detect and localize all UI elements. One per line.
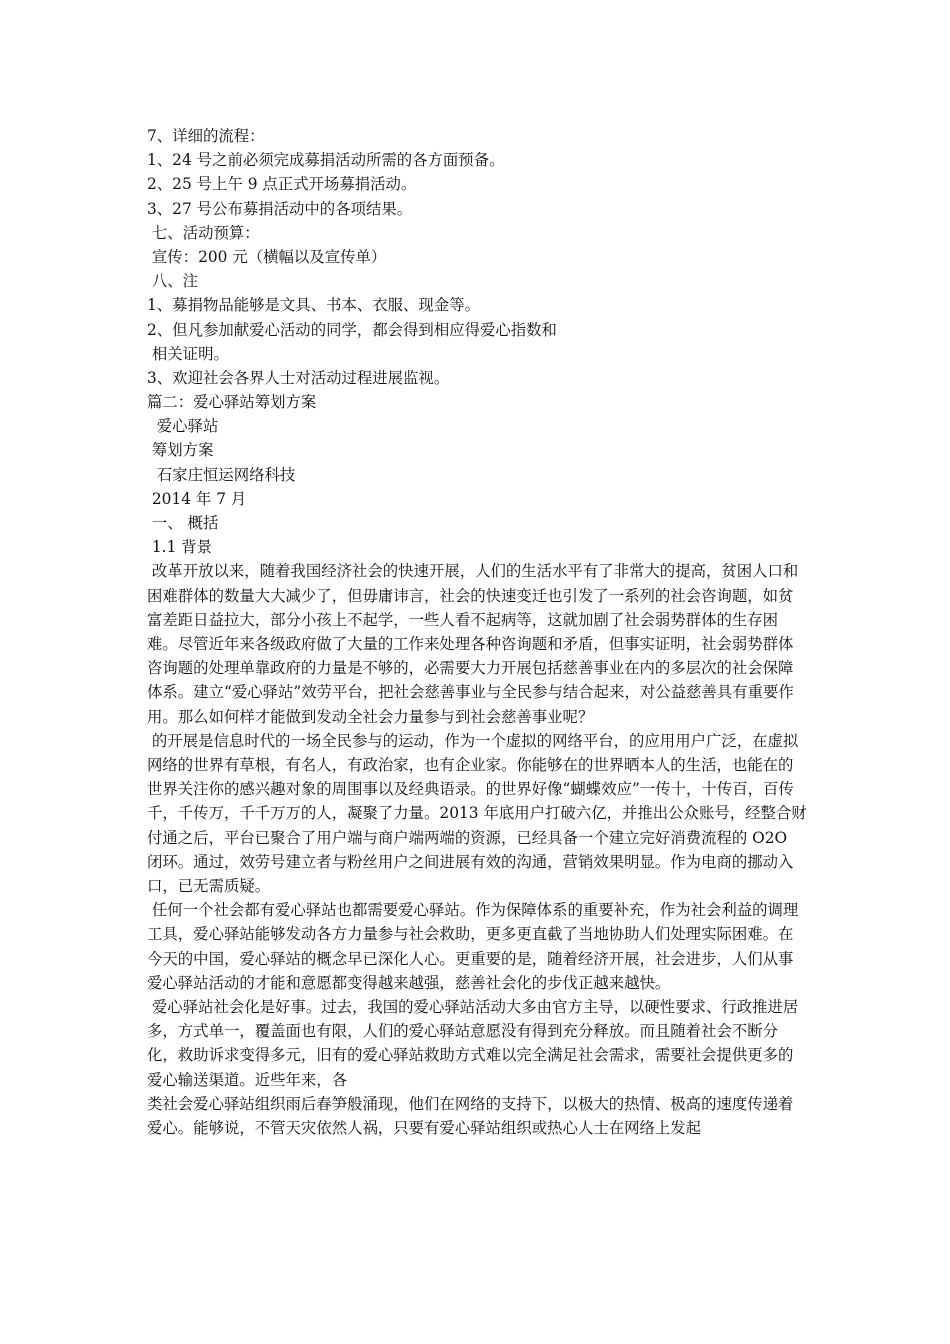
- title-line: 爱心驿站: [147, 417, 219, 436]
- text-line: 3、27 号公布募捐活动中的各项结果。: [147, 199, 413, 218]
- text-line: 1、募捐物品能够是文具、书本、衣服、现金等。: [147, 296, 480, 315]
- paragraph-background: 改革开放以来，随着我国经济社会的快速开展，人们的生活水平有了非常大的提高，贫困人口和困难群体的数量大大减少了，但毋庸讳言，社会的快速变迁也引发了一系列的社会咨询题，如贫富差距日益拉大，部分小孩上不起学，一些人看不起病等，这就加剧了社会弱势群体的生存困难。尽管近年来各级政府做了大量的工作来处理各种咨询题和矛盾，但事实证明，社会弱势群体咨询题的处理单靠政府的力量是不够的，必需要大力开展包括慈善事业在内的多层次的社会保障体系。建立“爱心驿站”效劳平台，把社会慈善事业与全民参与结合起来，对公益慈善具有重要作用。那么如何样才能做到发动全社会力量参与到社会慈善事业呢？: [147, 562, 799, 726]
- paragraph-socialization: 爱心驿站社会化是好事。过去，我国的爱心驿站活动大多由官方主导，以硬性要求、行政推进居多，方式单一，覆盖面也有限，人们的爱心驿站意愿没有得到充分释放。而且随着社会不断分化，救助诉求变得多元，旧有的爱心驿站救助方式难以完全满足社会需求，需要社会提供更多的爱心输送渠道。近些年来，各: [147, 998, 799, 1089]
- text-line: 宣传：200 元（横幅以及宣传单）: [147, 247, 387, 266]
- chapter-heading: 篇二：爱心驿站筹划方案: [147, 393, 317, 412]
- section-heading: 七、活动预算：: [147, 223, 260, 242]
- text-line: 1、24 号之前必须完成募捐活动所需的各方面预备。: [147, 151, 505, 170]
- paragraph-development: 的开展是信息时代的一场全民参与的运动，作为一个虚拟的网络平台，的应用用户广泛，在虚拟网络的世界有草根，有名人，有政治家，也有企业家。你能够在的世界晒本人的生活，也能在的世界关注你的感兴趣对象的周围事以及经典语录。的世界好像“蝴蝶效应”一传十，十传百，百传千，千传万，千千万万的人，凝聚了力量。2013 年底用户打破六亿，并推出公众账号，经整合财付通之后，平台已聚合了用户端与商户端两端的资源，已经具备一个建立完好消费流程的 O2O 闭环。通过，效劳号建立者与粉丝用户之间进展有效的沟通，营销效果明显。作为电商的挪动入口，已无需质疑。: [147, 731, 807, 896]
- text-line: 7、详细的流程：: [147, 127, 265, 145]
- text-line: 2、但凡参加献爱心活动的同学，都会得到相应得爱心指数和: [147, 320, 557, 339]
- organization-line: 石家庄恒运网络科技: [147, 465, 296, 484]
- section-heading: 八、注: [147, 272, 199, 291]
- subsection-heading: 1.1 背景: [147, 538, 213, 557]
- section-heading: 一、 概括: [147, 514, 219, 532]
- paragraph-society: 任何一个社会都有爱心驿站也都需要爱心驿站。作为保障体系的重要补充，作为社会利益的调理工具，爱心驿站能够发动各方力量参与社会救助，更多更直截了当地协助人们处理实际困难。在今天的中国，爱心驿站的概念早已深化人心。更重要的是，随着经济开展，社会进步，人们从事爱心驿站活动的才能和意愿都变得越来越强，慈善社会化的步伐正越来越快。: [147, 901, 799, 992]
- document-body: [147, 124, 807, 1140]
- text-line: 3、欢迎社会各界人士对活动过程进展监视。: [147, 368, 450, 387]
- date-line: 2014 年 7 月: [147, 489, 247, 508]
- paragraph-organizations: 类社会爱心驿站组织雨后春笋般涌现，他们在网络的支持下，以极大的热情、极高的速度传递着爱心。能够说，不管天灾依然人祸，只要有爱心驿站组织或热心人士在网络上发起: [147, 1094, 794, 1138]
- text-line: 相关证明。: [147, 344, 229, 363]
- title-line: 筹划方案: [147, 441, 214, 460]
- text-line: 2、25 号上午 9 点正式开场募捐活动。: [147, 175, 417, 194]
